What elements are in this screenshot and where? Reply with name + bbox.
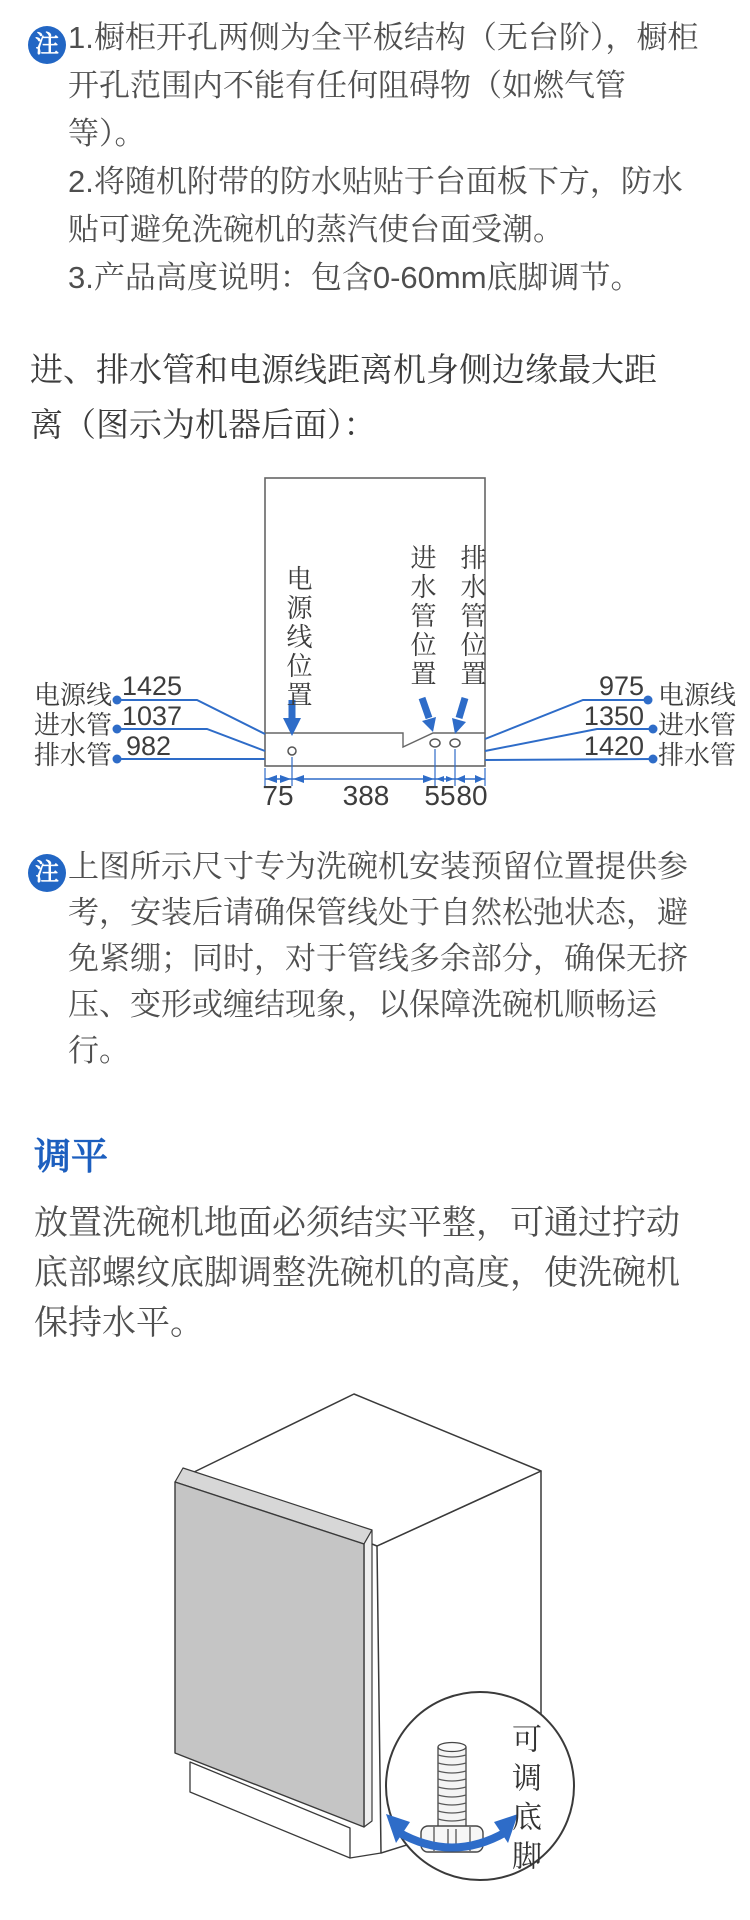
base-bottom-line — [350, 1853, 381, 1858]
left-drain-label: 排水管 — [33, 740, 112, 770]
note1-item-3: 3.产品高度说明：包含0-60mm底脚调节。 — [68, 260, 642, 295]
right-inlet-label: 进水管 — [658, 710, 737, 740]
adjustable-foot-label: 可调底脚 — [507, 1723, 540, 1879]
dishwasher-illustration-canvas — [0, 1380, 750, 1920]
dim-75: 75 — [262, 780, 294, 811]
power-cord-hole — [288, 747, 296, 755]
power-position-label: 电源线位置 — [283, 565, 313, 710]
dim-388: 388 — [342, 780, 390, 811]
foot-callout-circle — [386, 1692, 574, 1880]
inlet-arrow-head — [422, 717, 436, 732]
note-icon: 注 — [28, 26, 66, 64]
right-inlet-value: 1350 — [583, 701, 644, 731]
drain-position-label: 排水管位置 — [457, 544, 487, 689]
door-side-edge — [364, 1530, 372, 1827]
left-inlet-label: 进水管 — [33, 710, 112, 740]
right-drain-value: 1420 — [583, 731, 644, 761]
left-power-label: 电源线 — [33, 680, 112, 710]
right-power-value: 975 — [598, 671, 644, 701]
note1-item-2: 2.将随机附带的防水贴贴于台面板下方，防水贴可避免洗碗机的蒸汽使台面受潮。 — [68, 164, 683, 247]
inlet-position-label: 进水管位置 — [407, 544, 437, 689]
left-inlet-value: 1037 — [122, 701, 183, 731]
leveling-heading: 调平 — [34, 1136, 108, 1177]
note1-item-1: 1.橱柜开孔两侧为全平板结构（无台阶），橱柜开孔范围内不能有任何阻碍物（如燃气管等）。 — [68, 20, 699, 151]
drain-arrow-head — [452, 718, 466, 734]
inlet-hose-hole — [430, 739, 440, 747]
left-drain-value: 982 — [126, 731, 172, 761]
drain-arrow-shaft — [459, 698, 465, 718]
inlet-arrow-shaft — [422, 698, 429, 718]
right-drain-label: 排水管 — [658, 740, 737, 770]
drain-hose-hole — [450, 739, 460, 747]
pipes-section-heading: 进、排水管和电源线距离机身侧边缘最大距离（图示为机器后面）： — [30, 351, 657, 443]
note2-block: 上图所示尺寸专为洗碗机安装预留位置提供参考，安装后请确保管线处于自然松弛状态，避免紧绷；同时，对于管线多余部分，确保无挤压、变形或缠结现象，以保障洗碗机顺畅运行。 — [68, 849, 688, 1068]
left-power-value: 1425 — [122, 671, 183, 701]
leveling-paragraph: 放置洗碗机地面必须结实平整，可通过拧动底部螺纹底脚调整洗碗机的高度，使洗碗机保持水平。 — [34, 1204, 680, 1342]
note-icon: 注 — [28, 854, 66, 892]
right-power-label: 电源线 — [658, 680, 737, 710]
dim-80: 80 — [456, 780, 488, 811]
dim-55: 55 — [424, 780, 456, 811]
note1-block — [68, 14, 703, 302]
